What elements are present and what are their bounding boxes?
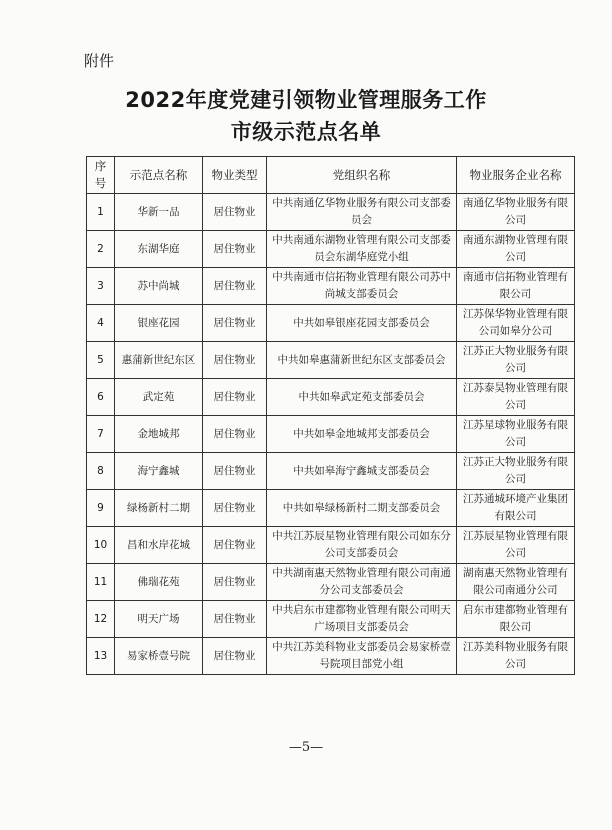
cell-index: 5	[87, 342, 115, 379]
document-subtitle: 市级示范点名单	[230, 120, 382, 144]
attachment-label: 附件	[84, 52, 115, 70]
cell-property-type: 居住物业	[203, 268, 267, 305]
table-row	[87, 342, 575, 379]
cell-company: 南通东湖物业管理有限公司	[457, 231, 575, 268]
cell-site-name: 海宁鑫城	[115, 453, 203, 490]
cell-party-org: 中共如皋武定苑支部委员会	[267, 379, 457, 416]
cell-party-org: 中共如皋惠蒲新世纪东区支部委员会	[267, 342, 457, 379]
cell-property-type: 居住物业	[203, 416, 267, 453]
cell-party-org: 中共湖南惠天然物业管理有限公司南通分公司支部委员会	[267, 564, 457, 601]
cell-site-name: 易家桥壹号院	[115, 638, 203, 675]
cell-company: 江苏辰星物业管理有限公司	[457, 527, 575, 564]
cell-site-name: 绿杨新村二期	[115, 490, 203, 527]
table-row	[87, 231, 575, 268]
cell-site-name: 华新一品	[115, 194, 203, 231]
cell-company: 南通亿华物业服务有限公司	[457, 194, 575, 231]
table-row	[87, 305, 575, 342]
cell-party-org: 中共如皋海宁鑫城支部委员会	[267, 453, 457, 490]
cell-party-org: 中共南通东湖物业管理有限公司支部委员会东湖华庭党小组	[267, 231, 457, 268]
table-row	[87, 490, 575, 527]
cell-company: 江苏正大物业服务有限公司	[457, 342, 575, 379]
table-row	[87, 601, 575, 638]
cell-index: 13	[87, 638, 115, 675]
cell-party-org: 中共江苏美科物业支部委员会易家桥壹号院项目部党小组	[267, 638, 457, 675]
table-header-row	[87, 157, 575, 194]
cell-index: 3	[87, 268, 115, 305]
cell-site-name: 苏中尚城	[115, 268, 203, 305]
cell-index: 8	[87, 453, 115, 490]
table-row	[87, 379, 575, 416]
demonstration-list-table	[86, 156, 575, 675]
cell-property-type: 居住物业	[203, 564, 267, 601]
table-row	[87, 268, 575, 305]
cell-party-org: 中共南通亿华物业服务有限公司支部委员会	[267, 194, 457, 231]
cell-property-type: 居住物业	[203, 231, 267, 268]
cell-property-type: 居住物业	[203, 342, 267, 379]
cell-property-type: 居住物业	[203, 490, 267, 527]
cell-company: 湖南惠天然物业管理有限公司南通分公司	[457, 564, 575, 601]
cell-site-name: 东湖华庭	[115, 231, 203, 268]
table-row	[87, 453, 575, 490]
cell-index: 7	[87, 416, 115, 453]
cell-party-org: 中共如皋绿杨新村二期支部委员会	[267, 490, 457, 527]
cell-property-type: 居住物业	[203, 379, 267, 416]
cell-index: 10	[87, 527, 115, 564]
cell-site-name: 武定苑	[115, 379, 203, 416]
cell-site-name: 明天广场	[115, 601, 203, 638]
cell-party-org: 中共如皋金地城邦支部委员会	[267, 416, 457, 453]
cell-company: 南通市信拓物业管理有限公司	[457, 268, 575, 305]
cell-index: 9	[87, 490, 115, 527]
cell-site-name: 金地城邦	[115, 416, 203, 453]
table-row	[87, 638, 575, 675]
cell-party-org: 中共如皋银座花园支部委员会	[267, 305, 457, 342]
cell-company: 江苏正大物业服务有限公司	[457, 453, 575, 490]
cell-site-name: 佛瑞花苑	[115, 564, 203, 601]
cell-company: 江苏保华物业管理有限公司如皋分公司	[457, 305, 575, 342]
table-row	[87, 194, 575, 231]
cell-party-org: 中共江苏辰星物业管理有限公司如东分公司支部委员会	[267, 527, 457, 564]
cell-index: 11	[87, 564, 115, 601]
cell-index: 6	[87, 379, 115, 416]
document-title: 2022年度党建引领物业管理服务工作	[125, 88, 487, 112]
cell-property-type: 居住物业	[203, 638, 267, 675]
cell-party-org: 中共南通市信拓物业管理有限公司苏中尚城支部委员会	[267, 268, 457, 305]
page-number: —5—	[288, 740, 324, 755]
header-company: 物业服务企业名称	[457, 157, 575, 194]
cell-company: 启东市建都物业管理有限公司	[457, 601, 575, 638]
table-row	[87, 416, 575, 453]
table-row	[87, 527, 575, 564]
cell-index: 4	[87, 305, 115, 342]
cell-property-type: 居住物业	[203, 601, 267, 638]
cell-property-type: 居住物业	[203, 305, 267, 342]
header-site-name: 示范点名称	[115, 157, 203, 194]
cell-company: 江苏美科物业服务有限公司	[457, 638, 575, 675]
cell-index: 2	[87, 231, 115, 268]
cell-site-name: 银座花园	[115, 305, 203, 342]
cell-property-type: 居住物业	[203, 453, 267, 490]
header-property-type: 物业类型	[203, 157, 267, 194]
cell-site-name: 昌和水岸花城	[115, 527, 203, 564]
cell-index: 1	[87, 194, 115, 231]
header-index: 序号	[87, 157, 115, 194]
cell-property-type: 居住物业	[203, 194, 267, 231]
cell-company: 江苏通城环境产业集团有限公司	[457, 490, 575, 527]
cell-company: 江苏星球物业服务有限公司	[457, 416, 575, 453]
header-party-org: 党组织名称	[267, 157, 457, 194]
cell-company: 江苏泰昊物业管理有限公司	[457, 379, 575, 416]
cell-party-org: 中共启东市建都物业管理有限公司明天广场项目支部委员会	[267, 601, 457, 638]
cell-property-type: 居住物业	[203, 527, 267, 564]
cell-site-name: 惠蒲新世纪东区	[115, 342, 203, 379]
cell-index: 12	[87, 601, 115, 638]
table-row	[87, 564, 575, 601]
